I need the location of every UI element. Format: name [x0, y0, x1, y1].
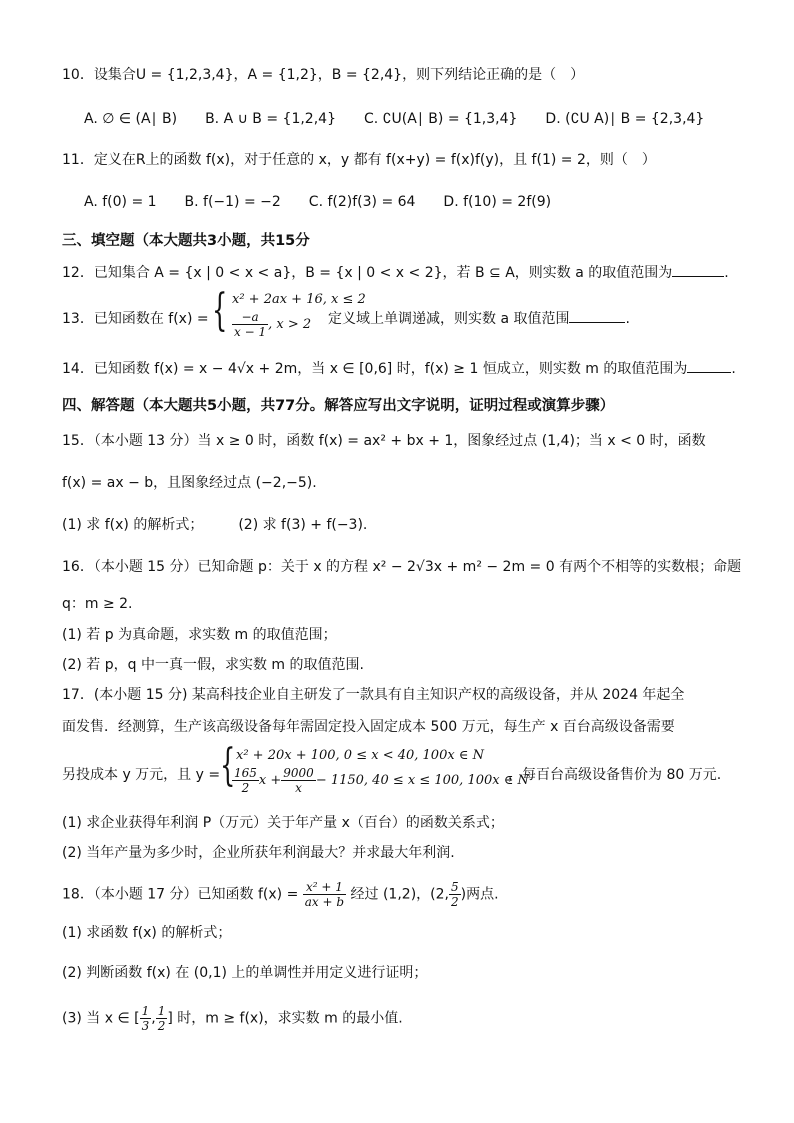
q18-interval-comma: , — [151, 1010, 156, 1027]
q17-case2-mid: x + — [258, 773, 282, 788]
q17-case2 — [232, 766, 529, 795]
q18-function-fraction — [303, 880, 346, 909]
q18-function-numerator: x² + 1 — [303, 880, 346, 895]
q18-line4 — [62, 1004, 744, 1033]
q18-l4-pre: (3) 当 x ∈ — [62, 1010, 130, 1027]
q17-case2-b-numerator: 9000 — [283, 766, 314, 780]
q14-text — [62, 358, 744, 380]
q18-interval-a-numerator: 1 — [141, 1004, 150, 1018]
q17-case2-b-denominator: x — [295, 781, 302, 795]
q16-line1: 16．（本小题 15 分）已知命题 p：关于 x 的方程 x² − 2√3x + m² − 2m = 0 有两个不相等的实数根；命题 — [62, 559, 742, 575]
q12-text-body: 12．已知集合 A = {x | 0 < x < a}，B = {x | 0 < x < 2}，若 B ⊆ A，则实数 a 的取值范围为 — [62, 265, 673, 281]
q17-brace: { — [220, 740, 236, 791]
q13-case1: x² + 2ax + 16, x ≤ 2 — [232, 292, 366, 307]
q18-line1 — [62, 880, 744, 909]
q18-interval-fraction-a — [140, 1004, 152, 1033]
q10-stem: 10．设集合U = {1,2,3,4}，A = {1,2}，B = {2,4}，则下列结论正确的是（ ） — [62, 67, 585, 83]
q18-interval-a-denominator: 3 — [141, 1019, 150, 1033]
q18-mid: 经过 (1,2)， — [350, 886, 431, 903]
q18-point-close: ) — [460, 886, 467, 903]
q17-case2-a-numerator: 165 — [234, 766, 257, 780]
q14-answer-blank — [687, 358, 731, 373]
q17-line2: 面发售．经测算，生产该高级设备每年需固定投入固定成本 500 万元，每生产 x 百台高级设备需要 — [62, 719, 675, 735]
q11-options: A. f(0) = 1 B. f(−1) = −2 C. f(2)f(3) = 64 D. f(10) = 2f(9) — [84, 194, 552, 210]
q17-case2-fraction-a — [232, 766, 259, 795]
section-fill-in-heading: 三、填空题（本大题共3小题，共15分 — [62, 233, 310, 249]
q17-line1: 17．(本小题 15 分) 某高科技企业自主研发了一款具有自主知识产权的高级设备，并从 2024 年起全 — [62, 687, 685, 703]
q17-case2-a-denominator: 2 — [241, 781, 250, 795]
q17-case1: x² + 20x + 100, 0 ≤ x < 40, 100x ∈ N — [236, 748, 484, 763]
q13-brace: { — [212, 285, 228, 336]
section-solve-heading: 四、解答题（本大题共5小题，共77分。解答应写出文字说明，证明过程或演算步骤） — [62, 398, 615, 414]
q18-line2: (1) 求函数 f(x) 的解析式； — [62, 925, 232, 941]
q18-point-fraction — [449, 880, 461, 909]
q18-interval-b-denominator: 2 — [157, 1019, 166, 1033]
q16-line2: q：m ≥ 2. — [62, 596, 133, 612]
q18-function-denominator: ax + b — [304, 895, 345, 909]
q11-stem: 11．定义在R上的函数 f(x)，对于任意的 x，y 都有 f(x+y) = f(x)f(y)，且 f(1) = 2，则（ ） — [62, 152, 656, 168]
q16-line3: (1) 若 p 为真命题，求实数 m 的取值范围； — [62, 627, 337, 643]
q18-interval-fraction-b — [156, 1004, 168, 1033]
q12-text — [62, 262, 744, 284]
q17-line5: (2) 当年产量为多少时，企业所获年利润最大？并求最大年利润. — [62, 845, 455, 861]
q18-point-denominator: 2 — [450, 895, 459, 909]
q18-l4-post: 时，m ≥ f(x)，求实数 m 的最小值. — [177, 1010, 403, 1027]
q18-lead: 18．（本小题 17 分）已知函数 f(x) = — [62, 886, 299, 903]
q16-line4: (2) 若 p，q 中一真一假，求实数 m 的取值范围. — [62, 657, 364, 673]
q13-case2 — [232, 310, 311, 339]
q15-line1: 15．（本小题 13 分）当 x ≥ 0 时，函数 f(x) = ax² + bx + 1，图象经过点 (1,4)；当 x < 0 时，函数 — [62, 433, 706, 449]
q15-line3: (1) 求 f(x) 的解析式； (2) 求 f(3) + f(−3). — [62, 517, 368, 533]
q13-after — [328, 308, 630, 330]
q14-text-body: 14．已知函数 f(x) = x − 4√x + 2m，当 x ∈ [0,6] 时，f(x) ≥ 1 恒成立，则实数 m 的取值范围为 — [62, 361, 688, 377]
q18-interval-close: ] — [167, 1010, 173, 1027]
q17-line4: (1) 求企业获得年利润 P（万元）关于年产量 x（百台）的函数关系式； — [62, 815, 504, 831]
q17-lead: 另投成本 y 万元，且 y = — [62, 767, 221, 783]
q18-line3: (2) 判断函数 f(x) 在 (0,1) 上的单调性并用定义进行证明； — [62, 965, 428, 981]
q13-lead: 13．已知函数在 f(x) = — [62, 311, 209, 327]
q12-tail: . — [724, 265, 729, 281]
q13-case2-denominator: x − 1 — [234, 325, 267, 339]
q10-options: A. ∅ ∈ (A∣ B) B. A ∪ B = {1,2,4} C. ∁U(A∣ B) = {1,3,4} D. (∁U A)∣ B = {2,3,4} — [84, 111, 705, 127]
q18-after: 两点. — [466, 886, 499, 903]
q13-case2-numerator: −a — [232, 310, 268, 325]
q17-case2-tail: − 1150, 40 ≤ x ≤ 100, 100x ∈ N — [315, 773, 529, 788]
q13-answer-blank — [569, 308, 625, 323]
q14-tail: . — [731, 361, 736, 377]
q18-point-open: (2, — [430, 886, 449, 903]
q13-case2-fraction — [232, 310, 268, 339]
q18-point-numerator: 5 — [450, 880, 459, 894]
q18-interval-open: [ — [134, 1010, 140, 1027]
q17-after: ，每百台高级设备售价为 80 万元. — [508, 767, 722, 783]
q13-after-text: 定义域上单调递减，则实数 a 取值范围 — [328, 311, 570, 327]
q17-case2-fraction-b — [281, 766, 316, 795]
q13-case2-condition: , x > 2 — [268, 317, 312, 332]
q18-interval-b-numerator: 1 — [157, 1004, 166, 1018]
q13-tail: . — [625, 311, 630, 327]
q15-line2: f(x) = ax − b，且图象经过点 (−2,−5). — [62, 475, 317, 491]
q12-answer-blank — [672, 262, 724, 277]
